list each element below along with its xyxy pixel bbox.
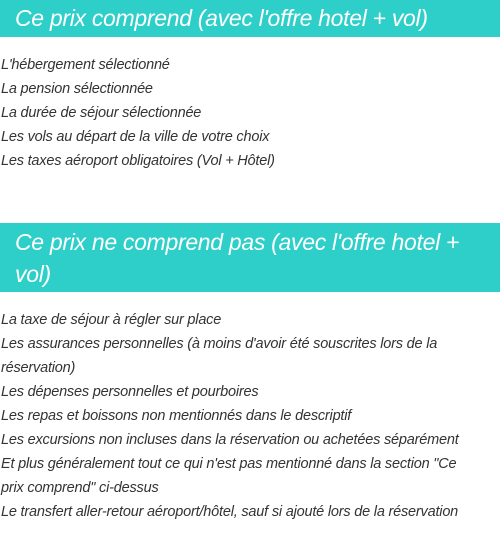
included-item: Les taxes aéroport obligatoires (Vol + Hôtel) (1, 153, 275, 169)
excluded-item: Et plus généralement tout ce qui n'est pas mentionné dans la section "Ce prix comprend" ci-dessus (1, 456, 457, 496)
included-item: L'hébergement sélectionné (1, 57, 170, 73)
excluded-item: Les excursions non incluses dans la réservation ou achetées séparément (1, 432, 459, 448)
excluded-item: La taxe de séjour à régler sur place (1, 312, 222, 328)
excluded-item: Les repas et boissons non mentionnés dans le descriptif (1, 408, 352, 424)
excluded-item: Les assurances personnelles (à moins d'avoir été souscrites lors de la réservation) (1, 336, 438, 376)
included-item: Les vols au départ de la ville de votre choix (1, 129, 270, 145)
included-section-title: Ce prix comprend (avec l'offre hotel + vol) (0, 0, 500, 37)
excluded-item: Le transfert aller-retour aéroport/hôtel, sauf si ajouté lors de la réservation (1, 504, 459, 520)
included-items-list (0, 53, 500, 173)
excluded-items-list (0, 308, 500, 524)
included-item: La pension sélectionnée (1, 81, 153, 97)
excluded-item: Les dépenses personnelles et pourboires (1, 384, 259, 400)
included-item: La durée de séjour sélectionnée (1, 105, 202, 121)
excluded-section-title: Ce prix ne comprend pas (avec l'offre hotel + vol) (0, 223, 500, 292)
